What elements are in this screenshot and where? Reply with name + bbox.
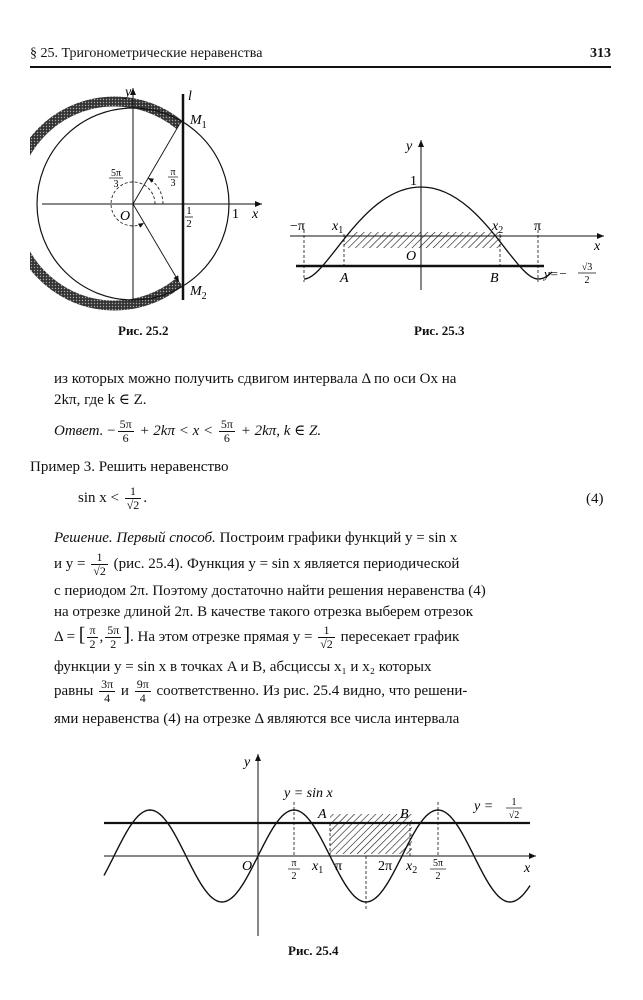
5pi3-num: 5π (110, 168, 122, 179)
seg-b-frac: $\frac{5\pi}{2}$ (107, 623, 120, 652)
l-label: l (188, 89, 192, 104)
answer-pre: − (107, 422, 116, 439)
x1-label: $x_1$ (332, 219, 344, 236)
line-num: 1 (511, 797, 517, 808)
page-number: 313 (590, 46, 611, 61)
origin-label: O (406, 249, 417, 264)
solution-line-4: на отрезке длиной 2π. В качестве такого отрезка выберем отрезок (54, 604, 474, 620)
solution-line-1: Решение. Первый способ. Построим графики функций y = sin x (54, 530, 458, 546)
radius-m1 (133, 125, 179, 204)
pi-label: π (335, 859, 343, 874)
5pi2-num: 5π (432, 858, 444, 869)
hatched-interval (344, 232, 502, 248)
curve-label: y = sin x (284, 786, 333, 801)
figure-25-3 (282, 130, 612, 295)
x2-frac: $\frac{9\pi}{4}$ (136, 677, 149, 705)
one-label: 1 (232, 207, 239, 222)
half-num: 1 (186, 205, 192, 217)
point-a-label: A (318, 807, 327, 822)
2pi-label: 2π (378, 859, 393, 874)
point-b-label: B (400, 807, 409, 822)
x1-frac: $\frac{3\pi}{4}$ (101, 677, 114, 705)
point-a-label: A (340, 271, 349, 286)
frac-1-sqrt2-b: $\frac{1}{√2}$ (320, 623, 333, 652)
section-title: § 25. Тригонометрические неравенства (30, 46, 263, 61)
figure-25-2 (30, 80, 290, 320)
5pi3-den: 3 (113, 179, 119, 190)
x-axis-label: x (252, 207, 259, 222)
caption-25-3: Рис. 25.3 (414, 323, 465, 338)
inequality: sin x < $\frac{1}{√2}$ . (78, 484, 148, 512)
line-label: y = (474, 799, 494, 814)
answer-label: Ответ. (54, 422, 104, 439)
pi3-num: π (170, 167, 176, 178)
ineq-frac: $\frac{1}{√2}$ (126, 484, 140, 512)
x1-label: $x_1$ (312, 859, 324, 876)
pi-label: π (534, 219, 542, 234)
one-label: 1 (410, 174, 417, 189)
y-axis-label: y (406, 139, 413, 154)
origin-label: O (242, 859, 253, 874)
para-1-line-1: из которых можно получить сдвигом интервала Δ по оси Ox на (54, 371, 457, 387)
answer-mid: + 2kπ < x < (139, 422, 214, 439)
solution-line-5: Δ = [ $\frac{\pi}{2}$ , $\frac{5\pi}{2}$ ]. На этом отрезке прямая y = $\frac{1}{√2}$ пересекает график (54, 623, 460, 652)
half-den: 2 (186, 218, 192, 230)
header-rule (30, 66, 611, 68)
answer-frac-1: $\frac{5\pi}{6}$ (119, 417, 132, 445)
sqrt3-num: √3 (581, 262, 593, 273)
line-den: √2 (508, 810, 520, 821)
frac-1-sqrt2: $\frac{1}{√2}$ (93, 550, 106, 578)
caption-25-4: Рис. 25.4 (288, 943, 339, 958)
x2-label: $x_2$ (406, 859, 418, 876)
solution-line-2: и y = $\frac{1}{√2}$ (рис. 25.4). Функция y = sin x является периодической (54, 550, 460, 578)
m2-label: $M_2$ (190, 284, 207, 302)
neg-pi-label: −π (290, 219, 305, 234)
answer-line (54, 418, 321, 445)
x-axis-label: x (524, 861, 531, 876)
caption-25-2: Рис. 25.2 (118, 323, 169, 338)
solution-line-8: ями неравенства (4) на отрезке Δ являются все числа интервала (54, 711, 460, 727)
line-eq-label: y=− (544, 266, 568, 281)
answer-post: + 2kπ, k ∈ Z. (240, 422, 322, 439)
y-axis-label: y (125, 85, 132, 100)
radius-m2 (133, 204, 179, 282)
m1-label: $M_1$ (190, 113, 207, 131)
origin-label: O (120, 209, 131, 224)
point-b-label: B (490, 271, 499, 286)
sqrt3-den: 2 (584, 275, 590, 286)
y-axis-label: y (244, 755, 251, 770)
5pi2-den: 2 (435, 871, 441, 882)
pi2-den: 2 (291, 871, 297, 882)
figure-25-4 (100, 750, 540, 940)
answer-frac-2: $\frac{5\pi}{6}$ (220, 417, 233, 445)
pi2-num: π (291, 858, 297, 869)
pi3-den: 3 (170, 178, 176, 189)
x-axis-label: x (594, 239, 601, 254)
solution-line-3: с периодом 2π. Поэтому достаточно найти решения неравенства (4) (54, 583, 486, 599)
example-title: Пример 3. Решить неравенство (30, 459, 229, 475)
para-1-line-2: 2kπ, где k ∈ Z. (54, 392, 147, 408)
solution-line-6: функции y = sin x в точках A и B, абсциссы x₁ и x₂ которых (54, 659, 432, 675)
x2-label: $x_2$ (492, 219, 504, 236)
solution-line-7: равны $\frac{3\pi}{4}$ и $\frac{9\pi}{4}$ соответственно. Из рис. 25.4 видно, что решени- (54, 677, 468, 705)
angle-arc-pi3 (148, 178, 163, 204)
equation-number: (4) (586, 491, 604, 507)
seg-a-frac: $\frac{\pi}{2}$ (89, 623, 96, 652)
